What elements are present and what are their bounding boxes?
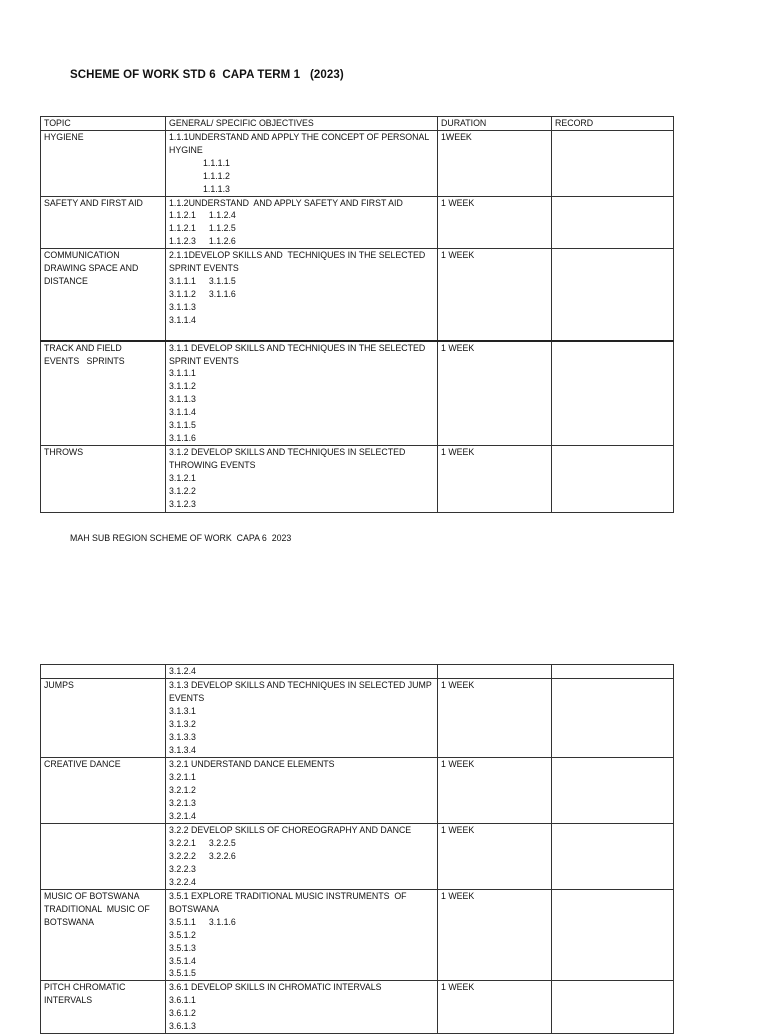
table-row — [41, 981, 674, 1034]
topic-line: JUMPS — [44, 680, 74, 690]
objective-code: 3.1.1.2 — [169, 288, 196, 299]
duration-cell: 1WEEK — [438, 131, 552, 197]
objective-code: 3.5.1.5 — [169, 968, 196, 979]
objective-line: 3.1.3 DEVELOP SKILLS AND TECHNIQUES IN SELECTED JUMP — [169, 680, 432, 690]
footer-caption: MAH SUB REGION SCHEME OF WORK CAPA 6 2023 — [70, 533, 292, 543]
record-cell — [552, 665, 674, 679]
topic-line: TRACK AND FIELD — [44, 342, 122, 353]
objective-code-line — [169, 419, 434, 432]
topic-cell — [41, 758, 166, 824]
topic-line: INTERVALS — [44, 995, 93, 1006]
table-row — [41, 249, 674, 341]
duration-cell: 1 WEEK — [438, 249, 552, 341]
objective-code: 3.1.1.6 — [208, 916, 236, 927]
objective-code-line — [169, 406, 434, 419]
objective-code: 3.6.1.2 — [169, 1008, 196, 1019]
objective-code-line — [169, 275, 434, 288]
objectives-cell — [166, 981, 438, 1034]
objective-line: 3.1.2 DEVELOP SKILLS AND TECHNIQUES IN SELECTED — [169, 446, 406, 457]
objective-code-line — [169, 1007, 434, 1020]
topic-line: EVENTS SPRINTS — [44, 355, 125, 366]
objective-code: 3.1.2.3 — [169, 498, 196, 509]
objective-code: 3.1.1.6 — [208, 288, 236, 299]
record-cell — [552, 131, 674, 197]
objective-code-line — [169, 916, 434, 929]
objective-line: 1.1.2UNDERSTAND AND APPLY SAFETY AND FIRST AID — [169, 197, 403, 208]
topic-line: COMMUNICATION — [44, 250, 120, 261]
document-title: SCHEME OF WORK STD 6 CAPA TERM 1 (2023) — [70, 69, 344, 81]
duration-cell — [438, 665, 552, 679]
objective-line: THROWING EVENTS — [169, 459, 256, 470]
objective-code-line — [169, 472, 434, 485]
record-cell — [552, 196, 674, 249]
topic-cell — [41, 131, 166, 197]
topic-cell — [41, 445, 166, 512]
topic-line: THROWS — [44, 446, 84, 457]
objective-code: 3.1.1.1 — [169, 368, 196, 379]
objective-code: 3.1.1.5 — [208, 275, 236, 286]
objective-code-line — [169, 863, 434, 876]
objective-code: 3.2.2.5 — [208, 837, 236, 848]
objective-code: 3.6.1.1 — [169, 995, 196, 1006]
objective-code: 3.2.2.2 — [169, 850, 196, 861]
objective-code: 3.1.3.4 — [169, 744, 196, 755]
duration-cell: 1 WEEK — [438, 341, 552, 446]
objective-code: 1.1.2.3 — [169, 236, 196, 247]
objective-code: 3.2.2.3 — [169, 863, 196, 874]
record-cell — [552, 981, 674, 1034]
topic-line: DISTANCE — [44, 275, 88, 286]
objective-code: 1.1.2.1 — [169, 223, 196, 234]
table-row — [41, 196, 674, 249]
topic-cell — [41, 249, 166, 341]
header-objectives: GENERAL/ SPECIFIC OBJECTIVES — [166, 117, 438, 131]
objective-code-line — [169, 665, 434, 678]
table-row — [41, 679, 674, 758]
topic-cell — [41, 341, 166, 446]
objectives-cell — [166, 131, 438, 197]
objective-line: BOTSWANA — [169, 903, 220, 914]
objective-line: 3.5.1 EXPLORE TRADITIONAL MUSIC INSTRUMENTS OF — [169, 891, 407, 901]
objective-code-line — [169, 432, 434, 445]
objective-line: SPRINT EVENTS — [169, 263, 239, 274]
record-cell — [552, 890, 674, 981]
objective-code: 3.1.1.6 — [169, 433, 196, 443]
table-row — [41, 890, 674, 981]
objective-code-line — [169, 731, 434, 744]
table-row — [41, 824, 674, 890]
objective-code: 1.1.1.3 — [203, 183, 230, 194]
objective-code: 3.5.1.3 — [169, 942, 196, 953]
objective-code-line — [169, 209, 434, 222]
topic-cell — [41, 890, 166, 981]
objective-code: 3.1.3.3 — [169, 731, 196, 742]
table-row — [41, 665, 674, 679]
objective-code: 3.2.1.2 — [169, 784, 196, 795]
objective-code-line — [169, 718, 434, 731]
record-cell — [552, 679, 674, 758]
objectives-cell — [166, 445, 438, 512]
objective-code-line — [169, 744, 434, 757]
topic-cell — [41, 196, 166, 249]
objective-code: 3.5.1.4 — [169, 955, 196, 966]
objective-code: 1.1.1.1 — [203, 157, 230, 168]
scheme-of-work-table-continued — [40, 664, 674, 1034]
objective-code: 3.1.3.1 — [169, 705, 196, 716]
objectives-cell — [166, 758, 438, 824]
objectives-cell — [166, 249, 438, 341]
objective-code-line — [169, 837, 434, 850]
objective-code: 3.1.1.2 — [169, 381, 196, 392]
objective-code-line — [169, 705, 434, 718]
objective-code: 3.2.1.3 — [169, 797, 196, 808]
objective-code-line — [169, 393, 434, 406]
objective-code-line — [169, 498, 434, 511]
objectives-cell — [166, 196, 438, 249]
duration-cell: 1 WEEK — [438, 981, 552, 1034]
duration-cell: 1 WEEK — [438, 890, 552, 981]
objective-line: 2.1.1DEVELOP SKILLS AND TECHNIQUES IN THE SELECTED — [169, 250, 426, 261]
objective-line: EVENTS — [169, 692, 205, 703]
objective-code-line — [169, 288, 434, 301]
objective-code-line — [169, 876, 434, 889]
duration-cell: 1 WEEK — [438, 824, 552, 890]
objectives-cell — [166, 890, 438, 981]
objective-line: 3.6.1 DEVELOP SKILLS IN CHROMATIC INTERVALS — [169, 982, 382, 993]
objective-code-line — [169, 955, 434, 968]
objective-code: 1.1.2.1 — [169, 210, 196, 221]
record-cell — [552, 249, 674, 341]
objective-code-line — [169, 314, 434, 327]
topic-line: DRAWING SPACE AND — [44, 263, 139, 274]
table-row — [41, 131, 674, 197]
objective-code: 1.1.2.4 — [208, 210, 236, 221]
objective-code: 3.5.1.1 — [169, 916, 196, 927]
objective-code: 1.1.2.5 — [208, 223, 236, 234]
objective-code-line — [169, 222, 434, 235]
objective-code-line — [169, 784, 434, 797]
objective-code-line — [169, 929, 434, 942]
record-cell — [552, 824, 674, 890]
objective-code: 3.1.2.1 — [169, 472, 196, 483]
objective-code: 3.1.1.3 — [169, 301, 196, 312]
topic-line: PITCH CHROMATIC — [44, 982, 126, 993]
table-row — [41, 445, 674, 512]
objective-code-line — [169, 301, 434, 314]
topic-line: HYGIENE — [44, 132, 84, 142]
objective-code: 3.2.1.1 — [169, 771, 196, 782]
duration-cell: 1 WEEK — [438, 679, 552, 758]
objective-code-line — [169, 967, 434, 980]
objective-code-line — [169, 235, 434, 248]
objective-code: 3.1.2.2 — [169, 485, 196, 496]
topic-line: CREATIVE DANCE — [44, 759, 121, 769]
objective-code-line — [169, 797, 434, 810]
objective-code-line — [169, 380, 434, 393]
objective-line: 3.1.1 DEVELOP SKILLS AND TECHNIQUES IN THE SELECTED — [169, 342, 426, 353]
table-row — [41, 758, 674, 824]
topic-line: SAFETY AND FIRST AID — [44, 197, 143, 208]
objective-line: SPRINT EVENTS — [169, 355, 239, 366]
topic-cell — [41, 981, 166, 1034]
objective-line: 3.2.1 UNDERSTAND DANCE ELEMENTS — [169, 759, 335, 769]
objective-code: 1.1.1.2 — [203, 170, 230, 181]
header-duration: DURATION — [438, 117, 552, 131]
objective-code-line — [169, 942, 434, 955]
record-cell — [552, 445, 674, 512]
header-record: RECORD — [552, 117, 674, 131]
objective-code: 1.1.2.6 — [208, 236, 236, 247]
objective-code: 3.2.1.4 — [169, 810, 196, 821]
objective-code: 3.1.1.5 — [169, 420, 196, 431]
objectives-cell — [166, 341, 438, 446]
objective-code: 3.1.1.4 — [169, 407, 196, 418]
objective-code-line — [169, 994, 434, 1007]
objective-line: 3.2.2 DEVELOP SKILLS OF CHOREOGRAPHY AND DANCE — [169, 825, 412, 835]
objective-code: 3.2.2.6 — [208, 850, 236, 861]
objective-line: HYGINE — [169, 144, 203, 155]
objective-code: 3.5.1.2 — [169, 929, 196, 940]
topic-line: MUSIC OF BOTSWANA — [44, 891, 140, 901]
objective-code: 3.2.2.1 — [169, 837, 196, 848]
header-topic: TOPIC — [41, 117, 166, 131]
record-cell — [552, 758, 674, 824]
topic-line: BOTSWANA — [44, 916, 95, 927]
objective-code-line — [169, 367, 434, 380]
objective-code: 3.1.2.4 — [169, 666, 196, 676]
objective-code: 3.1.1.3 — [169, 394, 196, 405]
topic-cell — [41, 665, 166, 679]
table-row — [41, 341, 674, 446]
objectives-cell — [166, 665, 438, 679]
objective-code-line — [169, 485, 434, 498]
duration-cell: 1 WEEK — [438, 196, 552, 249]
topic-line: TRADITIONAL MUSIC OF — [44, 903, 150, 914]
objective-code: 3.6.1.3 — [169, 1021, 196, 1032]
duration-cell: 1 WEEK — [438, 445, 552, 512]
objective-code: 3.2.2.4 — [169, 876, 196, 887]
objective-code: 3.1.3.2 — [169, 718, 196, 729]
duration-cell: 1 WEEK — [438, 758, 552, 824]
topic-cell — [41, 824, 166, 890]
objectives-cell — [166, 824, 438, 890]
record-cell — [552, 341, 674, 446]
objectives-cell — [166, 679, 438, 758]
topic-cell — [41, 679, 166, 758]
scheme-of-work-table — [40, 116, 674, 513]
objective-code-line — [169, 771, 434, 784]
table-header-row — [41, 117, 674, 131]
objective-code-line — [169, 850, 434, 863]
objective-code-line — [169, 810, 434, 823]
objective-code: 3.1.1.1 — [169, 275, 196, 286]
objective-line: 1.1.1UNDERSTAND AND APPLY THE CONCEPT OF PERSONAL — [169, 132, 430, 142]
objective-code-line — [169, 1020, 434, 1033]
objective-code: 3.1.1.4 — [169, 314, 196, 325]
